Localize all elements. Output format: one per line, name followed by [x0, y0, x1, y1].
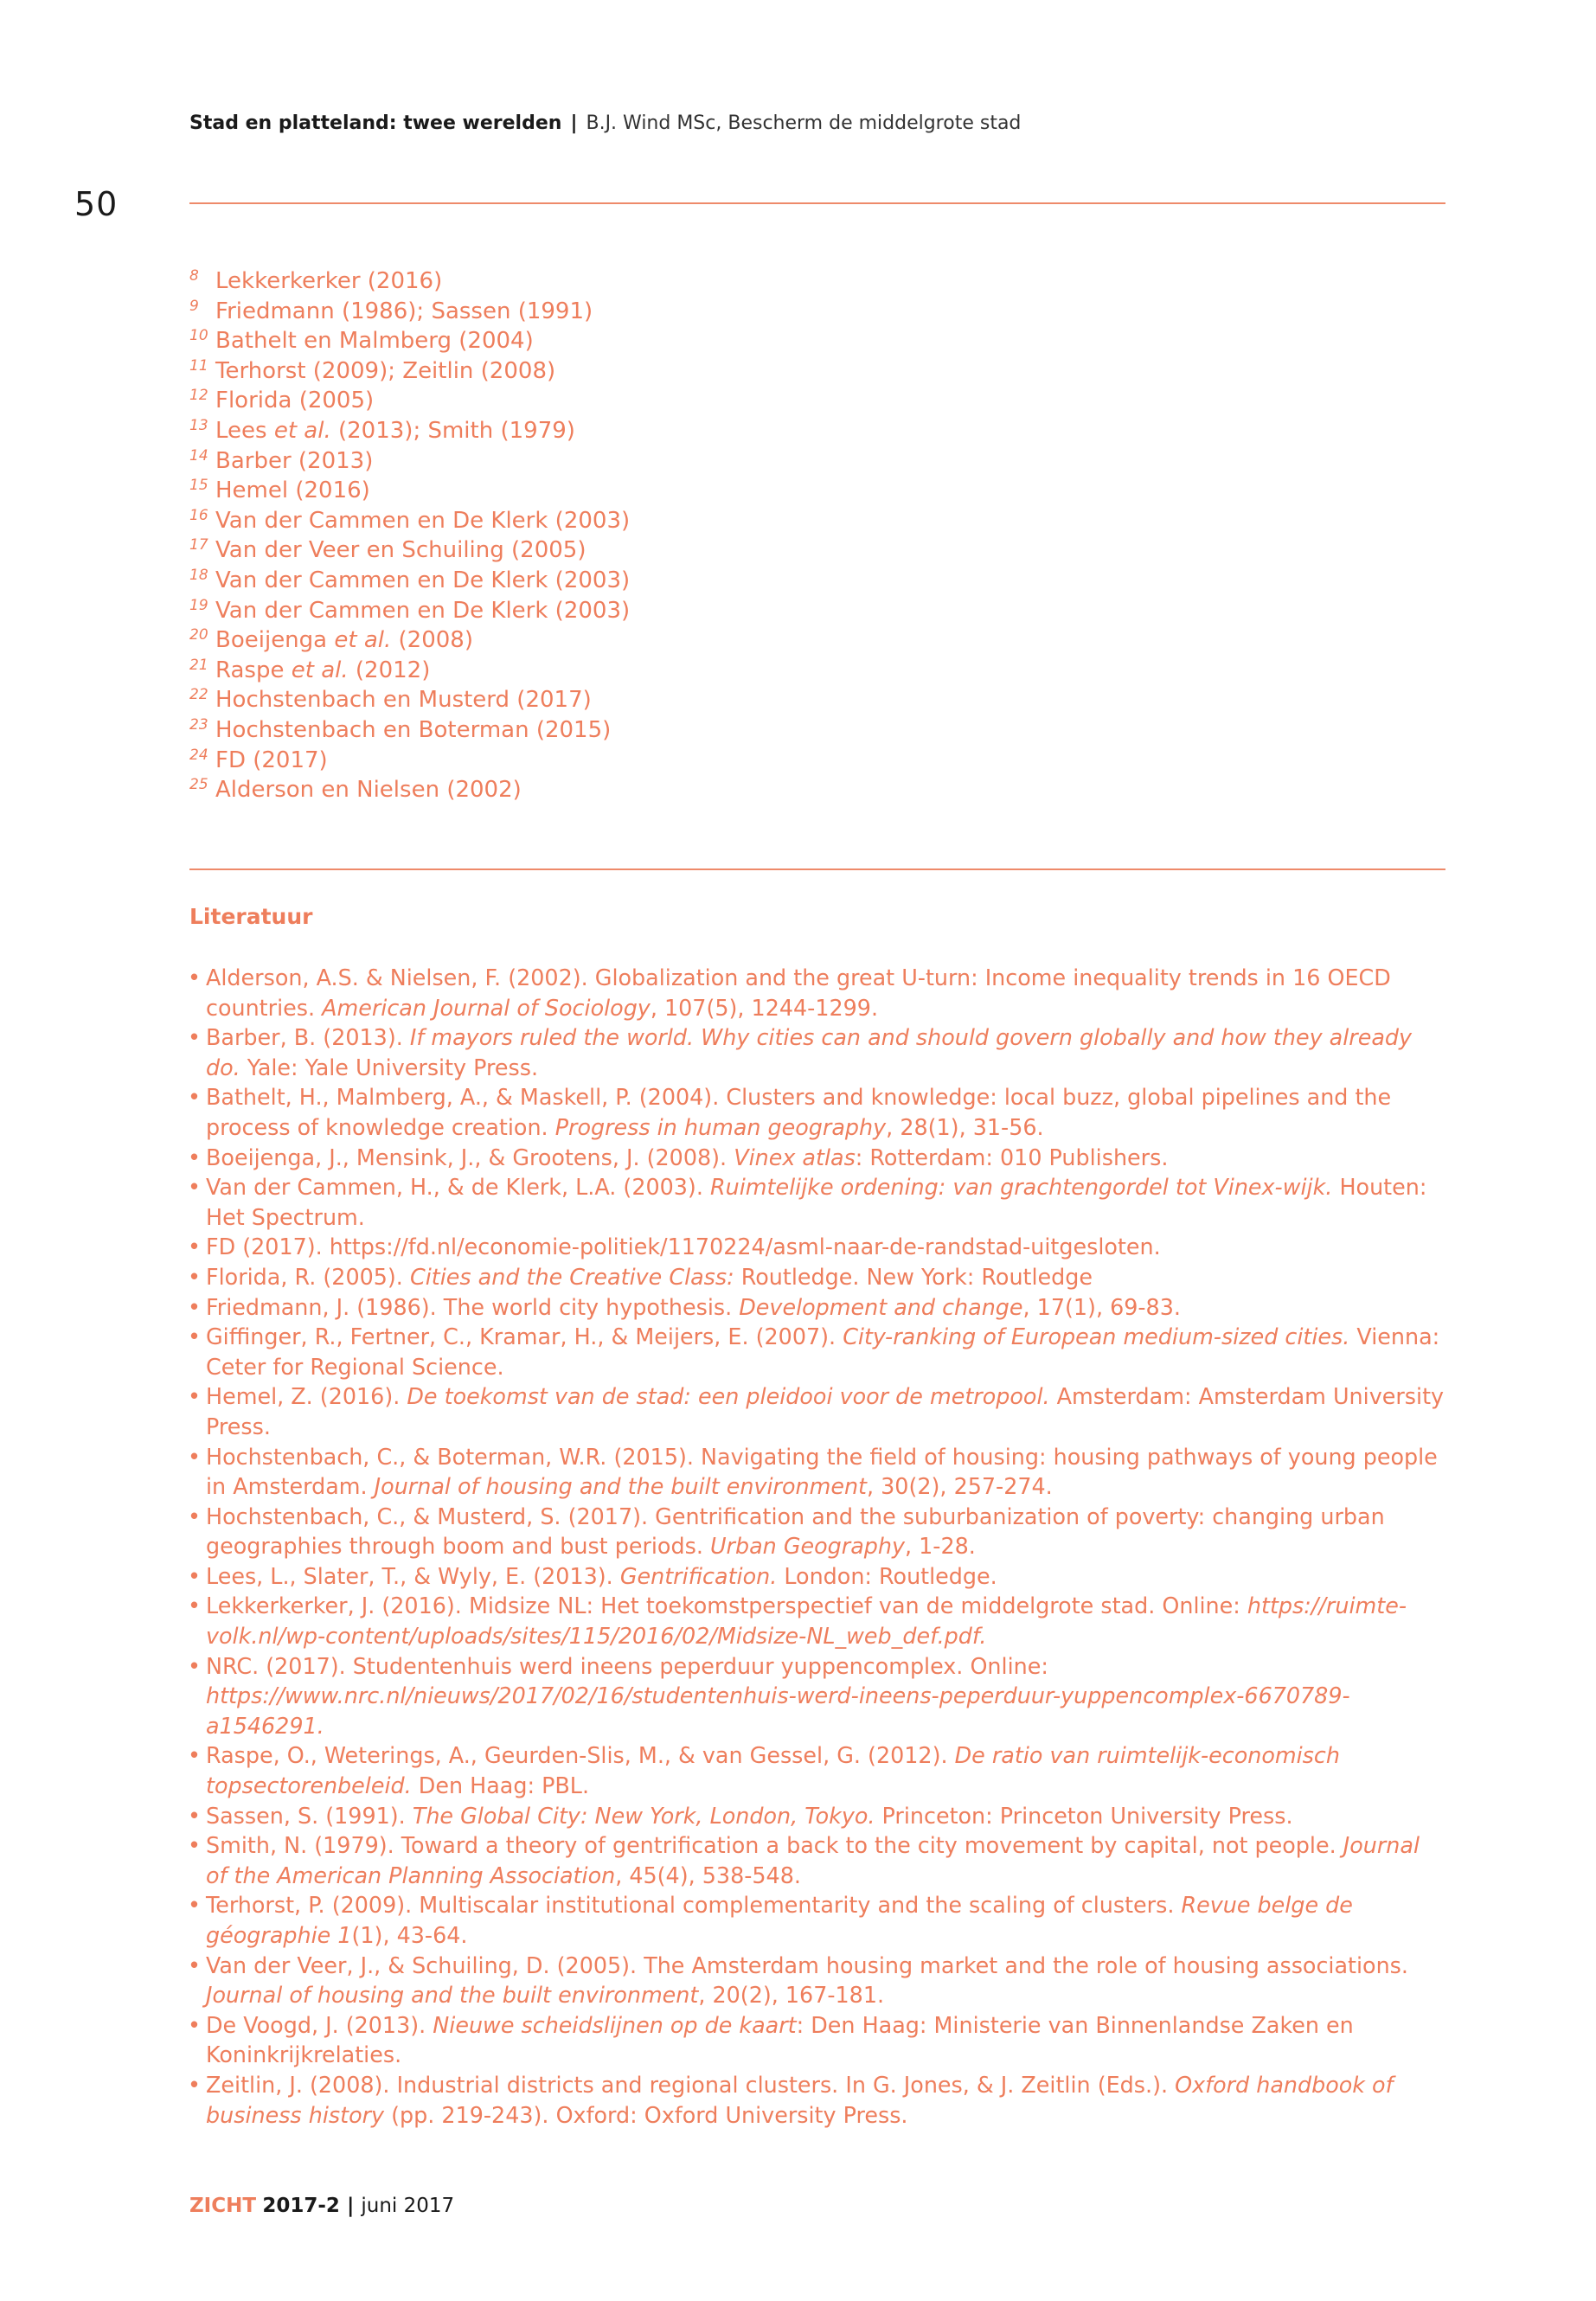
footnote-item — [189, 476, 968, 506]
running-header — [189, 112, 1021, 134]
reference-item — [188, 1591, 1447, 1650]
reference-item — [188, 1022, 1447, 1082]
footer-brand: ZICHT — [189, 2195, 257, 2217]
reference-text-italic: Progress in human geography — [554, 1113, 887, 1140]
footnote-item — [189, 566, 968, 596]
reference-text: FD (2017). https://fd.nl/economie-politiek/1170224/asml-naar-de-randstad-uitgesloten. — [206, 1234, 1161, 1260]
reference-text-italic: Oxford handbook of business history — [206, 2071, 1394, 2128]
bullet: • — [188, 1084, 201, 1111]
reference-item — [188, 1830, 1447, 1890]
header-separator: | — [570, 112, 578, 134]
reference-text: , 28(1), 31-56. — [886, 1113, 1044, 1140]
footer-issue: 2017-2 — [262, 2195, 340, 2217]
footnote-number: 19 — [189, 596, 208, 614]
reference-text: Alderson, A.S. & Nielsen, F. (2002). Globalization and the great U-turn: Income inequality trends in 16 OECD countries. — [206, 965, 1391, 1021]
reference-text: Hochstenbach, C., & Musterd, S. (2017). Gentrification and the suburbanization of poverty: changing urban geographies through boom and bust periods. — [206, 1503, 1385, 1560]
footnote-item — [189, 596, 968, 626]
reference-item — [188, 1262, 1447, 1292]
footnote-number: 14 — [189, 446, 208, 465]
footnote-number: 22 — [189, 686, 208, 704]
reference-item — [188, 1292, 1447, 1323]
bullet: • — [188, 1174, 201, 1201]
reference-text: Lekkerkerker, J. (2016). Midsize NL: Het toekomstperspectief van de middelgrote stad. Online: — [206, 1593, 1247, 1619]
reference-item — [188, 1651, 1447, 1741]
reference-list — [188, 963, 1447, 2130]
reference-text: Sassen, S. (1991). — [206, 1802, 413, 1829]
reference-text: Hemel, Z. (2016). — [206, 1383, 407, 1410]
footnote-number: 25 — [189, 776, 208, 794]
reference-item — [188, 1082, 1447, 1142]
reference-text: Friedmann, J. (1986). The world city hypothesis. — [206, 1293, 740, 1320]
footnote-text: Alderson en Nielsen (2002) — [215, 777, 522, 804]
footer-date: juni 2017 — [361, 2195, 455, 2217]
footnote-number: 17 — [189, 536, 208, 554]
reference-text: Princeton: Princeton University Press. — [875, 1802, 1293, 1829]
reference-item — [188, 1143, 1447, 1173]
reference-item — [188, 1502, 1447, 1561]
reference-text: Raspe, O., Weterings, A., Geurden-Slis, M., & van Gessel, G. (2012). — [206, 1742, 955, 1769]
footnote-number: 13 — [189, 416, 208, 434]
footnote-number: 16 — [189, 506, 208, 524]
footnote-item — [189, 386, 968, 416]
top-divider — [189, 202, 1445, 204]
reference-item — [188, 1561, 1447, 1592]
footnote-text: (2012) — [348, 657, 431, 683]
reference-item — [188, 963, 1447, 1022]
reference-item — [188, 1890, 1447, 1950]
reference-text-italic: The Global City: New York, London, Tokyo. — [412, 1802, 875, 1829]
reference-text: Van der Cammen, H., & de Klerk, L.A. (2003). — [206, 1174, 710, 1201]
footnote-item — [189, 356, 968, 387]
footnote-text: Van der Veer en Schuiling (2005) — [215, 537, 586, 564]
bullet: • — [188, 1144, 201, 1170]
literature-heading: Literatuur — [189, 904, 313, 929]
footnote-number: 24 — [189, 746, 208, 764]
bullet: • — [188, 1263, 201, 1290]
reference-item — [188, 1951, 1447, 2010]
section-divider — [189, 868, 1445, 870]
bullet: • — [188, 1593, 201, 1619]
reference-item — [188, 1442, 1447, 1502]
bullet: • — [188, 1652, 201, 1679]
reference-text-italic: De ratio van ruimtelijk-economisch topsectorenbeleid. — [206, 1742, 1340, 1799]
bullet: • — [188, 2071, 201, 2098]
footer-separator: | — [346, 2195, 355, 2217]
reference-text: NRC. (2017). Studentenhuis werd ineens peperduur yuppencomplex. Online: — [206, 1652, 1048, 1679]
reference-text-italic: Journal of the American Planning Association — [206, 1832, 1420, 1888]
reference-text-italic: https://www.nrc.nl/nieuws/2017/02/16/studentenhuis-werd-ineens-peperduur-yuppencomplex-6670789-a1546291. — [206, 1682, 1350, 1739]
footnote-text: Lees — [215, 417, 274, 444]
footnote-number: 15 — [189, 477, 208, 495]
footnote-item — [189, 656, 968, 686]
footnote-item — [189, 535, 968, 566]
bullet: • — [188, 965, 201, 990]
bullet: • — [188, 1892, 201, 1919]
reference-text: Den Haag: PBL. — [411, 1772, 590, 1799]
reference-text-italic: Vinex atlas — [734, 1144, 856, 1170]
footnote-text: Lekkerkerker (2016) — [215, 268, 443, 294]
reference-text: , 17(1), 69-83. — [1022, 1293, 1181, 1320]
footnote-number: 10 — [189, 327, 208, 345]
footnote-number: 23 — [189, 715, 208, 734]
reference-text: Giffinger, R., Fertner, C., Kramar, H., & Meijers, E. (2007). — [206, 1324, 843, 1350]
bullet: • — [188, 1024, 201, 1051]
footnote-number: 21 — [189, 656, 208, 674]
reference-item — [188, 1381, 1447, 1441]
header-title: Stad en platteland: twee werelden — [189, 112, 562, 134]
footnote-item — [189, 297, 968, 327]
reference-text-italic: Nieuwe scheidslijnen op de kaart — [433, 2011, 797, 2038]
reference-item — [188, 1801, 1447, 1831]
footnote-text: Van der Cammen en De Klerk (2003) — [215, 507, 631, 534]
footnote-text: Terhorst (2009); Zeitlin (2008) — [215, 357, 556, 384]
footnote-text: Boeijenga — [215, 627, 335, 654]
footnote-item — [189, 446, 968, 477]
footnote-text: FD (2017) — [215, 747, 328, 773]
bullet: • — [188, 1234, 201, 1260]
reference-text-italic: Journal of housing and the built environment — [374, 1473, 868, 1500]
footnote-text: Friedmann (1986); Sassen (1991) — [215, 298, 593, 324]
bullet: • — [188, 1443, 201, 1470]
footnotes-list — [189, 266, 968, 805]
reference-text-italic: If mayors ruled the world. Why cities can and should govern globally and how they already do. — [206, 1024, 1413, 1080]
footnote-text: Raspe — [215, 657, 292, 683]
bullet: • — [188, 1503, 201, 1529]
bullet: • — [188, 1832, 201, 1859]
reference-text-italic: Ruimtelijke ordening: van grachtengordel tot Vinex-wijk. — [709, 1174, 1333, 1201]
footnote-text: (2008) — [391, 627, 473, 654]
footnote-item — [189, 775, 968, 805]
reference-item — [188, 1322, 1447, 1381]
footnote-text: Van der Cammen en De Klerk (2003) — [215, 567, 631, 593]
page-footer — [189, 2195, 454, 2217]
reference-item — [188, 2070, 1447, 2130]
reference-text: London: Routledge. — [777, 1562, 997, 1589]
footnote-text: Bathelt en Malmberg (2004) — [215, 328, 534, 355]
reference-text-italic: Revue belge de géographie 1 — [206, 1892, 1353, 1948]
reference-text: Houten: Het Spectrum. — [206, 1174, 1427, 1230]
reference-text: Yale: Yale University Press. — [240, 1054, 539, 1080]
bullet: • — [188, 1802, 201, 1829]
footnote-text-italic: et al. — [291, 657, 349, 683]
reference-text-italic: Urban Geography — [709, 1533, 906, 1560]
bullet: • — [188, 1952, 201, 1978]
footnote-number: 11 — [189, 356, 208, 375]
reference-text: (1), 43-64. — [351, 1922, 468, 1948]
reference-text: De Voogd, J. (2013). — [206, 2011, 433, 2038]
reference-text-italic: Cities and the Creative Class: — [409, 1263, 734, 1290]
reference-text: , 1-28. — [905, 1533, 976, 1560]
reference-text: , 20(2), 167-181. — [698, 1982, 885, 2009]
bullet: • — [188, 1383, 201, 1410]
footnote-text: Van der Cammen en De Klerk (2003) — [215, 597, 631, 624]
reference-text: Zeitlin, J. (2008). Industrial districts and regional clusters. In G. Jones, & J. Zeitlin (Eds.). — [206, 2071, 1176, 2098]
reference-item — [188, 1740, 1447, 1800]
reference-text: Florida, R. (2005). — [206, 1263, 410, 1290]
footnote-text-italic: et al. — [334, 627, 392, 654]
footnote-text: Florida (2005) — [215, 388, 375, 414]
reference-item — [188, 2010, 1447, 2070]
reference-text: Barber, B. (2013). — [206, 1024, 410, 1051]
bullet: • — [188, 1562, 201, 1589]
bullet: • — [188, 1293, 201, 1320]
reference-text: Hochstenbach, C., & Boterman, W.R. (2015). Navigating the field of housing: housing pathways of young people in Amsterdam. — [206, 1443, 1438, 1500]
footnote-item — [189, 506, 968, 536]
reference-text: (pp. 219-243). Oxford: Oxford University Press. — [384, 2101, 908, 2128]
reference-text: Lees, L., Slater, T., & Wyly, E. (2013). — [206, 1562, 620, 1589]
reference-text: : Den Haag: Ministerie van Binnenlandse Zaken en Koninkrijkrelaties. — [206, 2011, 1354, 2068]
reference-text: Routledge. New York: Routledge — [734, 1263, 1093, 1290]
reference-text-italic: Journal of housing and the built environment — [206, 1982, 699, 2009]
reference-text: , 45(4), 538-548. — [615, 1862, 801, 1888]
footnote-text: Barber (2013) — [215, 447, 374, 474]
reference-text: Terhorst, P. (2009). Multiscalar institutional complementarity and the scaling of clusters. — [206, 1892, 1182, 1919]
footnote-item — [189, 326, 968, 356]
header-subtitle: B.J. Wind MSc, Bescherm de middelgrote stad — [586, 112, 1022, 134]
reference-text: Bathelt, H., Malmberg, A., & Maskell, P. (2004). Clusters and knowledge: local buzz, global pipelines and the process of knowledge creation. — [206, 1084, 1392, 1140]
reference-text-italic: American Journal of Sociology — [322, 994, 651, 1021]
reference-text: Boeijenga, J., Mensink, J., & Grootens, J. (2008). — [206, 1144, 734, 1170]
footnote-text: (2013); Smith (1979) — [330, 417, 575, 444]
reference-item — [188, 1172, 1447, 1232]
reference-text-italic: City-ranking of European medium-sized cities. — [843, 1324, 1350, 1350]
reference-text: Amsterdam: Amsterdam University Press. — [206, 1383, 1445, 1439]
reference-text: Smith, N. (1979). Toward a theory of gentrification a back to the city movement by capital, not people. — [206, 1832, 1343, 1859]
bullet: • — [188, 1742, 201, 1769]
footnote-number: 18 — [189, 566, 208, 584]
reference-text-italic: Development and change — [739, 1293, 1023, 1320]
reference-text: , 30(2), 257-274. — [867, 1473, 1053, 1500]
footnote-item — [189, 416, 968, 446]
footnote-text: Hemel (2016) — [215, 478, 370, 504]
reference-text: : Rotterdam: 010 Publishers. — [855, 1144, 1169, 1170]
reference-text-italic: De toekomst van de stad: een pleidooi voor de metropool. — [407, 1383, 1050, 1410]
footnote-text: Hochstenbach en Boterman (2015) — [215, 716, 612, 743]
reference-item — [188, 1232, 1447, 1262]
reference-text: Vienna: Ceter for Regional Science. — [206, 1324, 1440, 1380]
footnote-item — [189, 715, 968, 746]
footnote-item — [189, 266, 968, 297]
reference-text-italic: https://ruimte-volk.nl/wp-content/uploads/sites/115/2016/02/Midsize-NL_web_def.pdf. — [206, 1593, 1407, 1650]
footnote-number: 9 — [189, 297, 199, 315]
bullet: • — [188, 2011, 201, 2038]
reference-text-italic: Gentrification. — [619, 1562, 778, 1589]
reference-text: Van der Veer, J., & Schuiling, D. (2005). The Amsterdam housing market and the role of housing associations. — [206, 1952, 1408, 1978]
footnote-text-italic: et al. — [273, 417, 331, 444]
footnote-item — [189, 685, 968, 715]
footnote-number: 8 — [189, 267, 199, 285]
footnote-number: 12 — [189, 387, 208, 405]
page-number: 50 — [74, 185, 119, 223]
bullet: • — [188, 1324, 201, 1350]
footnote-number: 20 — [189, 626, 208, 644]
reference-text: , 107(5), 1244-1299. — [650, 994, 879, 1021]
footnote-item — [189, 746, 968, 776]
footnote-item — [189, 625, 968, 656]
footnote-text: Hochstenbach en Musterd (2017) — [215, 687, 592, 714]
